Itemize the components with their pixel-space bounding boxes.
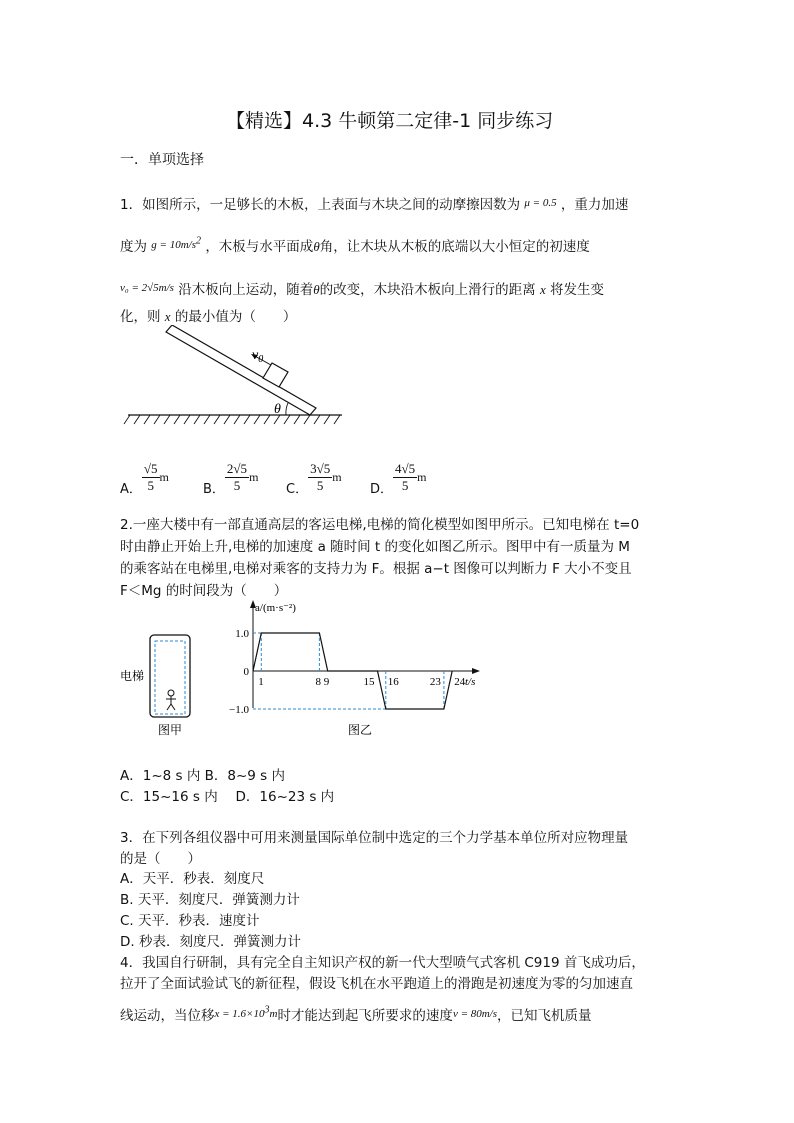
q2-line-1: 2.一座大楼中有一部直通高层的客运电梯,电梯的简化模型如图甲所示。已知电梯在 t=0 xyxy=(120,517,640,533)
q2-line-4: F＜Mg 的时间段为（ ） xyxy=(120,583,288,599)
section-heading: 一．单项选择 xyxy=(120,152,204,168)
x-tick-label: 16 xyxy=(387,676,399,688)
x-tick-label: 8 9 xyxy=(315,676,330,688)
q1-line-4: 化，则 x 的最小值为（ ） xyxy=(120,309,297,325)
a-t-chart xyxy=(218,596,498,740)
x-tick-label: 1 xyxy=(258,676,264,688)
q4-line-3: 线运动，当位移$^{x = 1.6\times 103m}$时才能达到起飞所要求的速度$^{v = 80m/s}$，已知飞机质量 xyxy=(120,1004,592,1024)
q1-option-b[interactable]: B． $\frac{2√5}{5}$ m xyxy=(203,461,259,497)
q1-line-3: $^{v_0 = 2√5m/s}$ 沿木板向上运动，随着θ的改变，木块沿木板向上滑行的距离 x 将发生变 xyxy=(120,282,605,298)
y-axis-label: a/(m·s⁻²) xyxy=(255,602,296,614)
g-formula: g = 10m/s2 xyxy=(151,235,202,251)
q3-option-d[interactable]: D. 秒表．刻度尺．弹簧测力计 xyxy=(120,934,301,950)
x-tick-label: 24 xyxy=(454,676,466,688)
elevator-figure xyxy=(118,632,198,740)
v0-formula: v₀ = 2√5m/s xyxy=(120,282,174,294)
q1-line-2: 度为 $^{g = 10m/s2}$ ，木板与水平面成θ角，让木块从木板的底端以大小恒定的初速度 xyxy=(120,235,590,255)
x-tick-label: 15 xyxy=(363,676,375,688)
q2-line-3: 的乘客站在电梯里,电梯对乘客的支持力为 F。根据 a−t 图像可以判断力 F 大小不变且 xyxy=(120,561,632,577)
q4-line-1: 4．我国自行研制，具有完全自主知识产权的新一代大型喷气式客机 C919 首飞成功后， xyxy=(120,955,645,971)
y-tick-label: −1.0 xyxy=(229,704,249,716)
v-formula: v = 80m/s xyxy=(452,1008,498,1020)
mu-formula: μ = 0.5 xyxy=(524,197,557,209)
fig-jia-caption: 图甲 xyxy=(158,723,183,737)
x-tick-label: 23 xyxy=(429,676,441,688)
passenger-icon xyxy=(168,690,174,696)
q2-options-row-1[interactable]: A．1~8 s 内 B．8~9 s 内 xyxy=(120,768,285,784)
board xyxy=(166,325,316,415)
q1-option-a[interactable]: A． $\frac{√5}{5}$ m xyxy=(120,461,169,497)
x-axis-label: t/s xyxy=(465,676,476,688)
q3-line-1: 3．在下列各组仪器中可用来测量国际单位制中选定的三个力学基本单位所对应物理量 xyxy=(120,830,629,846)
theta-label: θ xyxy=(274,402,281,417)
fig-yi-caption: 图乙 xyxy=(348,723,373,737)
y-tick-label: 0 xyxy=(243,666,249,678)
q4-line-2: 拉开了全面试验试飞的新征程，假设飞机在水平跑道上的滑跑是初速度为零的匀加速直 xyxy=(120,976,633,992)
q1-option-c[interactable]: C． $\frac{3√5}{5}$ m xyxy=(286,461,342,497)
q1-line-1: 1．如图所示，一足够长的木板，上表面与木块之间的动摩擦因数为 $^{\mu = 0.5}$ ，重力加速 xyxy=(120,197,629,213)
q3-option-c[interactable]: C. 天平．秒表．速度计 xyxy=(120,913,260,929)
incline-figure xyxy=(120,325,350,430)
q3-line-2: 的是（ ） xyxy=(120,851,201,867)
y-tick-label: 1.0 xyxy=(235,628,249,640)
q3-option-a[interactable]: A．天平．秒表．刻度尺 xyxy=(120,871,265,887)
q2-options-row-2[interactable]: C．15~16 s 内 D．16~23 s 内 xyxy=(120,789,335,805)
v0-label: $v_0$ xyxy=(252,348,264,365)
q2-line-2: 时由静止开始上升,电梯的加速度 a 随时间 t 的变化如图乙所示。图甲中有一质量为 M xyxy=(120,539,630,555)
q3-option-b[interactable]: B. 天平．刻度尺．弹簧测力计 xyxy=(120,892,300,908)
elevator-label: 电梯 xyxy=(120,669,145,683)
x-formula: x = 1.6×103m xyxy=(214,1004,278,1020)
page-title: 【精选】4.3 牛顿第二定律-1 同步练习 xyxy=(226,110,554,132)
q1-option-d[interactable]: D． $\frac{4√5}{5}$ m xyxy=(370,461,427,497)
